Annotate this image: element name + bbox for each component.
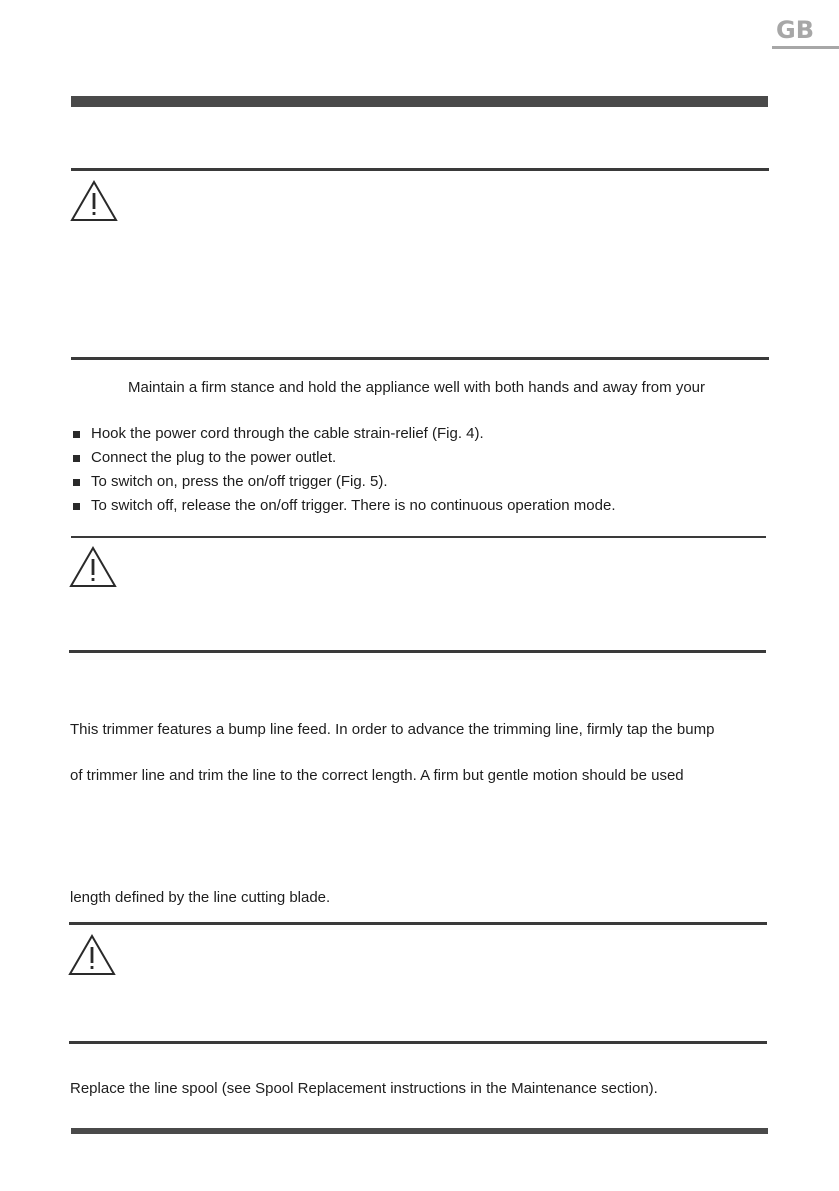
spool-replacement-text: Replace the line spool (see Spool Replacement instructions in the Maintenance section). bbox=[70, 1080, 658, 1097]
warning-box-3-top-rule bbox=[69, 922, 767, 925]
warning-icon bbox=[68, 934, 116, 976]
list-item bbox=[73, 425, 616, 449]
step-text: Hook the power cord through the cable strain-relief (Fig. 4). bbox=[91, 425, 484, 442]
warning-box-3-bottom-rule bbox=[69, 1041, 767, 1044]
line-feed-text-1: This trimmer features a bump line feed. In order to advance the trimming line, firmly tap the bump bbox=[70, 721, 715, 738]
language-tab-underline bbox=[772, 46, 839, 49]
warning-box-2-top-rule bbox=[71, 536, 766, 538]
operation-steps-list bbox=[73, 425, 616, 521]
language-tab: GB bbox=[776, 16, 814, 44]
warning-icon bbox=[69, 546, 117, 588]
step-text: To switch on, press the on/off trigger (Fig. 5). bbox=[91, 473, 388, 490]
bullet-square-icon bbox=[73, 431, 80, 438]
line-feed-text-2: of trimmer line and trim the line to the correct length. A firm but gentle motion should be used bbox=[70, 767, 684, 784]
top-section-bar bbox=[71, 96, 768, 107]
bullet-square-icon bbox=[73, 503, 80, 510]
warning-box-1-top-rule bbox=[71, 168, 769, 171]
list-item bbox=[73, 449, 616, 473]
line-feed-text-3: length defined by the line cutting blade. bbox=[70, 889, 331, 906]
bullet-square-icon bbox=[73, 479, 80, 486]
list-item bbox=[73, 497, 616, 521]
warning-box-2-bottom-rule bbox=[69, 650, 766, 653]
stance-instruction: Maintain a firm stance and hold the appliance well with both hands and away from your bbox=[128, 379, 705, 396]
step-text: Connect the plug to the power outlet. bbox=[91, 449, 337, 466]
warning-box-1-bottom-rule bbox=[71, 357, 769, 360]
warning-icon bbox=[70, 180, 118, 222]
step-text: To switch off, release the on/off trigger. There is no continuous operation mode. bbox=[91, 497, 616, 514]
list-item bbox=[73, 473, 616, 497]
bullet-square-icon bbox=[73, 455, 80, 462]
bottom-section-bar bbox=[71, 1128, 768, 1134]
